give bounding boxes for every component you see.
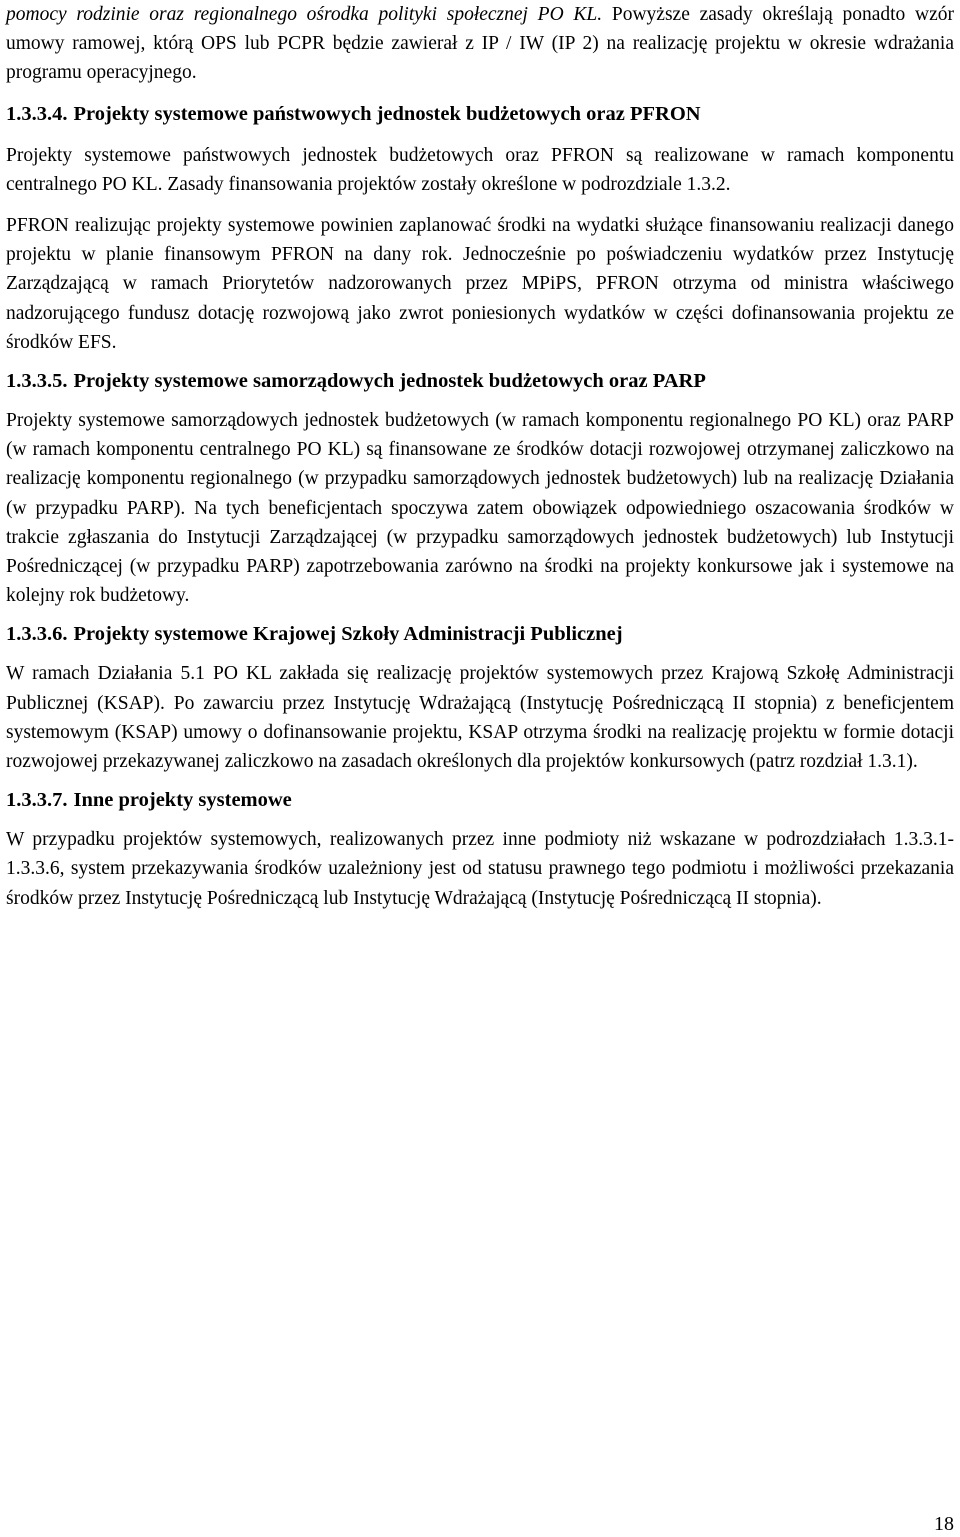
section-number: 1.3.3.4.	[6, 102, 68, 125]
intro-paragraph	[6, 0, 954, 88]
section-title: Projekty systemowe samorządowych jednostek budżetowych oraz PARP	[73, 370, 706, 393]
section-paragraph: PFRON realizując projekty systemowe powinien zaplanować środki na wydatki służące finansowaniu realizacji danego projektu w planie finansowym PFRON na dany rok. Jednocześnie po poświadczeniu wydatków przez Instytucję Zarządzającą w ramach Priorytetów nadzorowanych przez MPiPS, PFRON otrzyma od ministra właściwego nadzorującego fundusz dotację rozwojową jako zwrot poniesionych wydatków w części dofinansowania projektu ze środków EFS.	[6, 215, 954, 353]
section-heading-1-3-3-6	[6, 620, 954, 649]
document-page	[6, 0, 954, 913]
section-paragraph: Projekty systemowe samorządowych jednostek budżetowych (w ramach komponentu regionalnego PO KL) oraz PARP (w ramach komponentu centralnego PO KL) są finansowane ze środków dotacji rozwojowej otrzymanej zaliczkowo na realizację komponentu regionalnego (w przypadku samorządowych jednostek budżetowych) lub na realizację Działania (w przypadku PARP). Na tych beneficjentach spoczywa zatem obowiązek odpowiedniego oszacowania środków w trakcie zgłaszania do Instytucji Zarządzającej (w przypadku samorządowych jednostek budżetowych) lub Instytucji Pośredniczącej (w przypadku PARP) zapotrzebowania zarówno na środki na projekty konkursowe jak i systemowe na kolejny rok budżetowy.	[6, 410, 954, 607]
section-title: Projekty systemowe Krajowej Szkoły Administracji Publicznej	[73, 623, 623, 646]
section-heading-1-3-3-5	[6, 367, 954, 396]
section-number: 1.3.3.6.	[6, 623, 68, 646]
section-paragraph: W przypadku projektów systemowych, realizowanych przez inne podmioty niż wskazane w podrozdziałach 1.3.3.1-1.3.3.6, system przekazywania środków uzależniony jest od statusu prawnego tego podmiotu i możliwości przekazania środków przez Instytucję Pośredniczącą lub Instytucję Wdrażającą (Instytucję Pośredniczącą II stopnia).	[6, 829, 954, 909]
section-paragraph: W ramach Działania 5.1 PO KL zakłada się realizację projektów systemowych przez Krajową Szkołę Administracji Publicznej (KSAP). Po zawarciu przez Instytucję Wdrażającą (Instytucję Pośredniczącą II stopnia) z beneficjentem systemowym (KSAP) umowy o dofinansowanie projektu, KSAP otrzyma środki na realizację projektu w formie dotacji rozwojowej przekazywanej zaliczkowo na zasadach określonych dla projektów konkursowych (patrz rozdział 1.3.1).	[6, 663, 954, 773]
section-number: 1.3.3.5.	[6, 370, 68, 393]
intro-italic-text: pomocy rodzinie oraz regionalnego ośrodka polityki społecznej PO KL.	[6, 4, 603, 25]
section-title: Projekty systemowe państwowych jednostek budżetowych oraz PFRON	[73, 102, 701, 125]
section-number: 1.3.3.7.	[6, 789, 68, 812]
section-title: Inne projekty systemowe	[73, 789, 292, 812]
intro-text: Powyższe zasady określają ponadto wzór umowy ramowej, którą OPS lub PCPR będzie zawierał z IP / IW (IP 2) na realizację projektu w okresie wdrażania programu operacyjnego.	[6, 4, 954, 84]
section-heading-1-3-3-7	[6, 786, 954, 815]
page-number: 18	[934, 1513, 954, 1535]
section-heading-1-3-3-4	[6, 100, 954, 129]
section-paragraph: Projekty systemowe państwowych jednostek budżetowych oraz PFRON są realizowane w ramach komponentu centralnego PO KL. Zasady finansowania projektów zostały określone w podrozdziale 1.3.2.	[6, 144, 954, 195]
